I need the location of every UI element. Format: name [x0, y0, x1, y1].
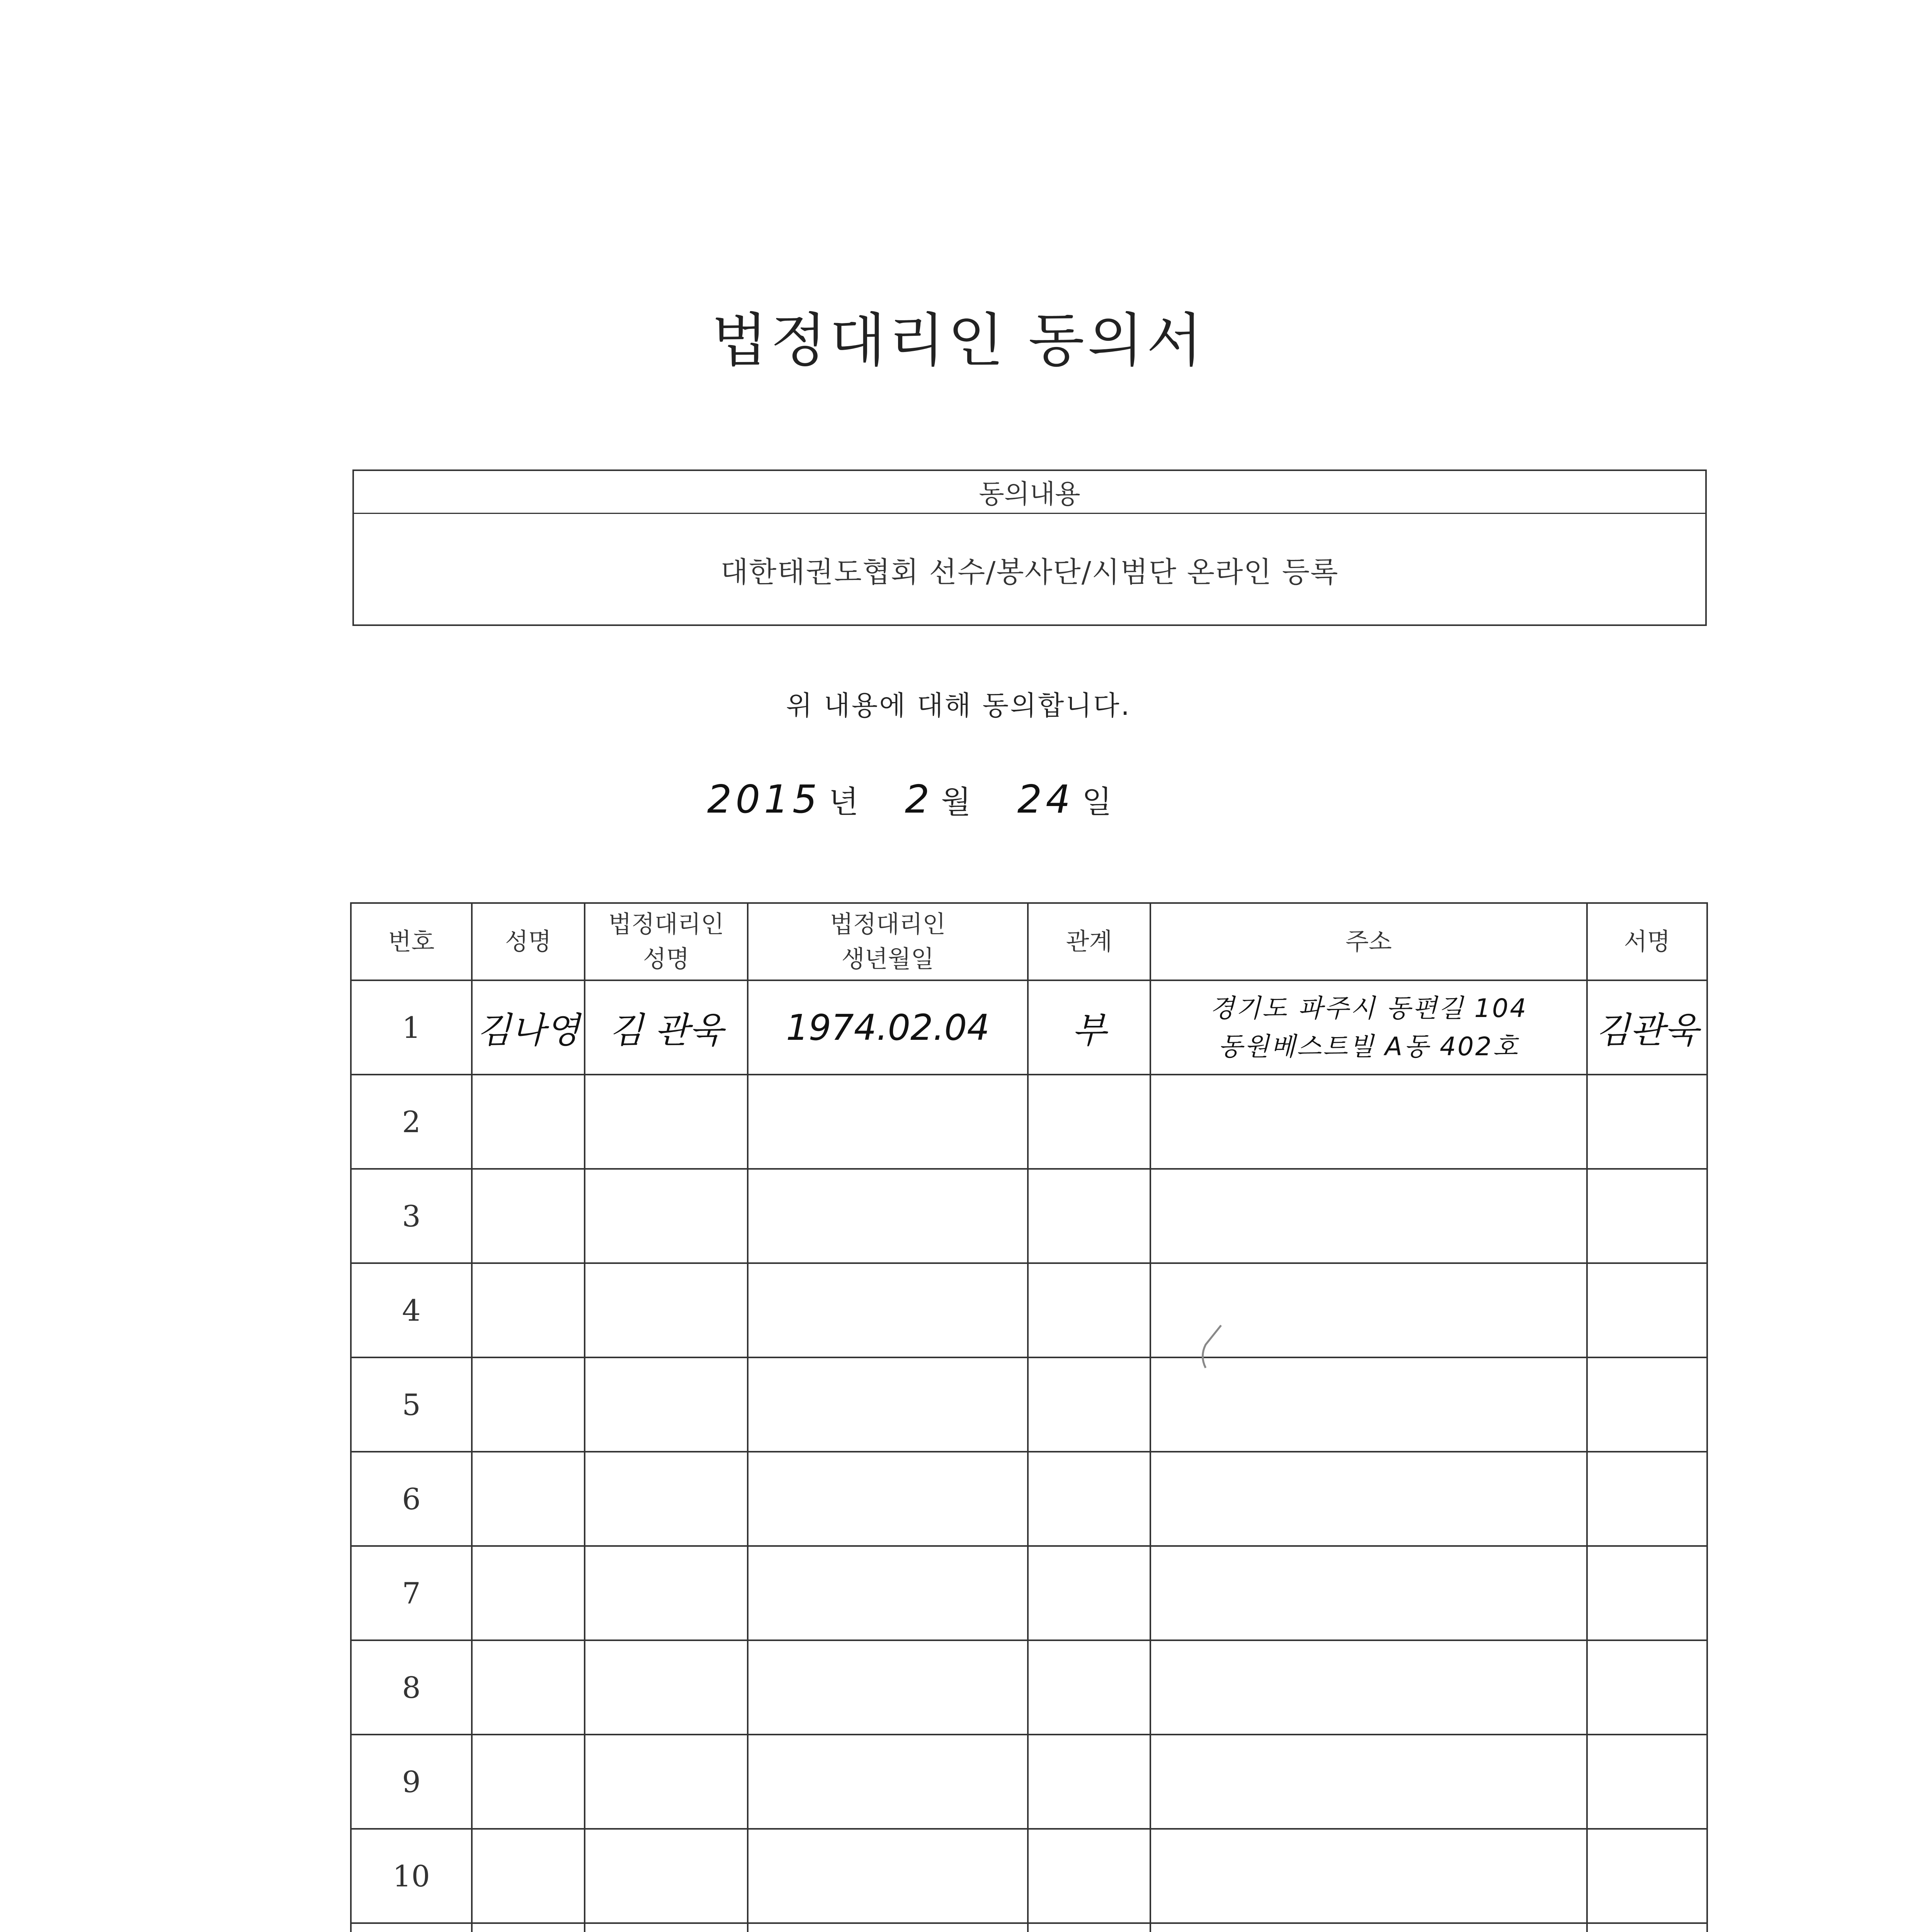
table-row — [351, 1923, 1707, 1932]
col-guardian-name: 법정대리인 성명 — [585, 903, 748, 980]
consent-box — [352, 469, 1707, 626]
row-guardian-name — [585, 1735, 748, 1829]
table-row — [351, 1640, 1707, 1735]
row-guardian-birth — [748, 1923, 1028, 1932]
table-row — [351, 1546, 1707, 1640]
row-address — [1150, 1452, 1587, 1546]
consent-body: 대한태권도협회 선수/봉사단/시범단 온라인 등록 — [720, 555, 1339, 589]
row-guardian-name — [585, 1263, 748, 1357]
row-address — [1150, 1075, 1587, 1169]
row-number — [351, 1923, 472, 1932]
row-guardian-birth — [748, 1829, 1028, 1923]
table-row — [351, 1452, 1707, 1546]
row-name — [472, 1357, 585, 1452]
row-guardian-name — [585, 1546, 748, 1640]
row-relation — [1028, 1357, 1150, 1452]
row-guardian-birth — [748, 1357, 1028, 1452]
date-day-unit: 일 — [1082, 784, 1112, 820]
col-name: 성명 — [472, 903, 585, 980]
row-name — [472, 1546, 585, 1640]
row-guardian-name — [585, 1452, 748, 1546]
row-address: 경기도 파주시 동편길 104 동원베스트빌 A동 402호 — [1150, 980, 1587, 1075]
row-relation: 부 — [1028, 980, 1150, 1075]
row-signature — [1587, 1263, 1707, 1357]
row-guardian-birth — [748, 1546, 1028, 1640]
row-number: 5 — [351, 1357, 472, 1452]
signing-date — [707, 777, 1112, 822]
row-guardian-name — [585, 1640, 748, 1735]
table-row — [351, 1829, 1707, 1923]
col-address: 주소 — [1150, 903, 1587, 980]
row-name — [472, 1263, 585, 1357]
row-guardian-birth — [748, 1640, 1028, 1735]
row-guardian-birth — [748, 1735, 1028, 1829]
row-signature — [1587, 1735, 1707, 1829]
row-name: 김나영 — [472, 980, 585, 1075]
row-guardian-name: 김 관욱 — [585, 980, 748, 1075]
row-address — [1150, 1923, 1587, 1932]
row-guardian-birth — [748, 1169, 1028, 1263]
stray-pen-mark — [1198, 1321, 1225, 1379]
agree-statement: 위 내용에 대해 동의합니다. — [786, 690, 1131, 721]
row-relation — [1028, 1923, 1150, 1932]
row-name — [472, 1923, 585, 1932]
row-number: 2 — [351, 1075, 472, 1169]
table-row — [351, 1169, 1707, 1263]
row-relation — [1028, 1452, 1150, 1546]
row-guardian-name — [585, 1357, 748, 1452]
row-guardian-birth: 1974.02.04 — [748, 980, 1028, 1075]
col-guardian-birth: 법정대리인 생년월일 — [748, 903, 1028, 980]
row-name — [472, 1075, 585, 1169]
date-day: 24 — [1017, 777, 1074, 822]
table-row — [351, 1075, 1707, 1169]
row-signature — [1587, 1452, 1707, 1546]
row-guardian-name — [585, 1923, 748, 1932]
row-number: 6 — [351, 1452, 472, 1546]
col-signature: 서명 — [1587, 903, 1707, 980]
row-address — [1150, 1546, 1587, 1640]
row-relation — [1028, 1640, 1150, 1735]
row-guardian-name — [585, 1075, 748, 1169]
row-address — [1150, 1640, 1587, 1735]
col-number: 번호 — [351, 903, 472, 980]
table-row — [351, 1735, 1707, 1829]
row-address — [1150, 1169, 1587, 1263]
row-guardian-birth — [748, 1263, 1028, 1357]
row-signature: 김관욱 — [1587, 980, 1707, 1075]
date-month-unit: 월 — [941, 784, 971, 820]
date-year-unit: 년 — [828, 784, 859, 820]
row-signature — [1587, 1357, 1707, 1452]
row-relation — [1028, 1263, 1150, 1357]
row-number: 10 — [351, 1829, 472, 1923]
row-relation — [1028, 1546, 1150, 1640]
document-title: 법정대리인 동의서 — [711, 307, 1206, 374]
row-address — [1150, 1735, 1587, 1829]
row-address — [1150, 1829, 1587, 1923]
row-guardian-name — [585, 1829, 748, 1923]
row-guardian-name — [585, 1169, 748, 1263]
date-year: 2015 — [707, 777, 821, 822]
table-row — [351, 1357, 1707, 1452]
row-relation — [1028, 1829, 1150, 1923]
row-name — [472, 1452, 585, 1546]
row-relation — [1028, 1169, 1150, 1263]
row-name — [472, 1640, 585, 1735]
row-relation — [1028, 1735, 1150, 1829]
row-guardian-birth — [748, 1452, 1028, 1546]
col-relation: 관계 — [1028, 903, 1150, 980]
row-number: 7 — [351, 1546, 472, 1640]
row-signature — [1587, 1829, 1707, 1923]
row-number: 4 — [351, 1263, 472, 1357]
registration-table — [350, 902, 1708, 1932]
table-header-row — [351, 903, 1707, 980]
date-month: 2 — [905, 777, 934, 822]
row-number: 3 — [351, 1169, 472, 1263]
row-number: 9 — [351, 1735, 472, 1829]
row-name — [472, 1829, 585, 1923]
row-signature — [1587, 1546, 1707, 1640]
table-row — [351, 1263, 1707, 1357]
row-name — [472, 1735, 585, 1829]
row-number: 1 — [351, 980, 472, 1075]
row-signature — [1587, 1075, 1707, 1169]
row-number: 8 — [351, 1640, 472, 1735]
row-signature — [1587, 1923, 1707, 1932]
consent-header: 동의내용 — [354, 471, 1705, 514]
row-signature — [1587, 1640, 1707, 1735]
row-relation — [1028, 1075, 1150, 1169]
table-row — [351, 980, 1707, 1075]
row-name — [472, 1169, 585, 1263]
row-signature — [1587, 1169, 1707, 1263]
row-guardian-birth — [748, 1075, 1028, 1169]
